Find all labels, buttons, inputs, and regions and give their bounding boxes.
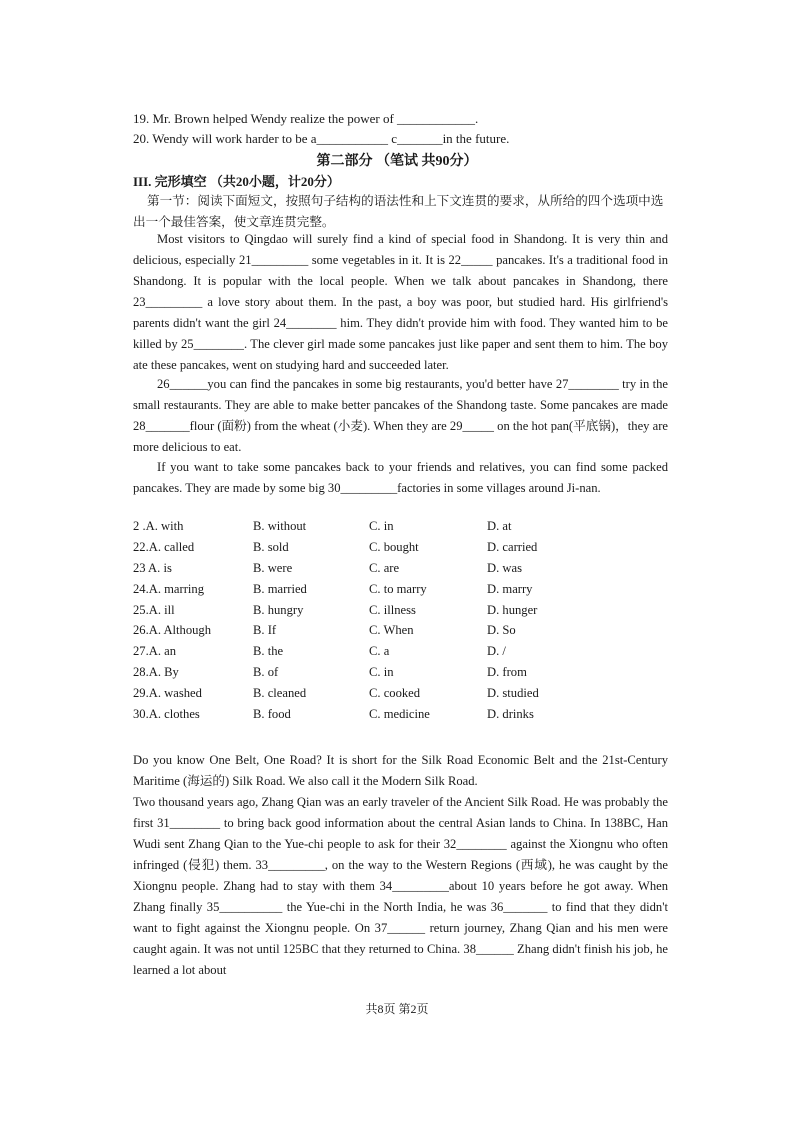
option-a: 30.A. clothes bbox=[133, 707, 200, 722]
paragraph-text: Most visitors to Qingdao will surely find a kind of special food in Shandong. It is very thin and delicious, especially 21_________ some vegetables in it. It is 22_____ pancakes. It's a traditional food in Shandong. It is popular with the local people. When we talk about pancakes in Shandong, there 23_________ a love story about them. In the past, a boy was poor, but studied hard. His girlfriend's parents didn't want the girl 24________ him. They didn't provide him with food. They wanted him to be killed by 25________. The clever girl made some pancakes just like paper and sent them to him. The boy ate these pancakes, went on studying hard and succeeded later. bbox=[133, 232, 668, 372]
option-c: C. illness bbox=[369, 602, 416, 617]
option-b: B. married bbox=[253, 581, 307, 596]
option-a: 23 A. is bbox=[133, 560, 172, 575]
option-b: B. hungry bbox=[253, 602, 304, 617]
section-title: III. 完形填空 （共20小题，计20分） bbox=[133, 174, 340, 189]
option-c: C. When bbox=[369, 623, 414, 638]
option-row bbox=[133, 665, 673, 686]
option-d: D. marry bbox=[487, 581, 533, 596]
paragraph-text: Do you know One Belt, One Road? It is short for the Silk Road Economic Belt and the 21st-Century Maritime (海运的) Silk Road. We also call it the Modern Silk Road. bbox=[133, 753, 668, 788]
option-d: D. carried bbox=[487, 539, 538, 554]
option-c: C. in bbox=[369, 665, 394, 680]
option-d: D. drinks bbox=[487, 707, 534, 722]
paragraph-text: Two thousand years ago, Zhang Qian was an early traveler of the Ancient Silk Road. He was probably the first 31________ to bring back good information about the central Asian lands to China. In 138BC, Han Wudi sent Zhang Qian to the Yue-chi people to ask for their 32________ against the Xiongnu who often infringed (侵犯) them. 33_________, on the way to the Western Regions (西域), he was caught by the Xiongnu people. Zhang had to stay with them 34_________about 10 years before he got away. When Zhang finally 35__________ the Yue-chi in the North India, he was 36_______ to find that they didn't want to fight against the Xiongnu people. On 37______ return journey, Zhang Qian and his men were caught again. It was not until 125BC that they returned to China. 38______ Zhang didn't finish his job, he learned a lot about bbox=[133, 795, 668, 977]
option-row bbox=[133, 540, 673, 561]
option-c: C. bought bbox=[369, 539, 419, 554]
option-d: D. was bbox=[487, 560, 522, 575]
question-19: 19. Mr. Brown helped Wendy realize the power of ____________. bbox=[133, 111, 479, 126]
option-b: B. the bbox=[253, 644, 284, 659]
option-a: 27.A. an bbox=[133, 644, 177, 659]
option-c: C. to marry bbox=[369, 581, 427, 596]
option-d: D. studied bbox=[487, 686, 539, 701]
option-c: C. a bbox=[369, 644, 390, 659]
option-row bbox=[133, 582, 673, 603]
option-d: D. from bbox=[487, 665, 527, 680]
passage2-paragraph-2 bbox=[133, 792, 668, 981]
option-c: C. in bbox=[369, 519, 394, 533]
option-b: B. without bbox=[253, 519, 307, 533]
option-a: 29.A. washed bbox=[133, 686, 202, 701]
option-row bbox=[133, 519, 673, 540]
page-footer: 共8页 第2页 bbox=[365, 1002, 429, 1016]
option-d: D. / bbox=[487, 644, 506, 659]
passage1-paragraph-1 bbox=[133, 229, 668, 376]
option-b: B. sold bbox=[253, 539, 289, 554]
option-b: B. food bbox=[253, 707, 291, 722]
option-a: 25.A. ill bbox=[133, 602, 175, 617]
passage1-paragraph-2 bbox=[133, 374, 668, 458]
option-c: C. cooked bbox=[369, 686, 421, 701]
option-row bbox=[133, 623, 673, 644]
option-a: 2 .A. with bbox=[133, 519, 184, 533]
option-c: C. are bbox=[369, 560, 400, 575]
part-title: 第二部分 （笔试 共90分） bbox=[316, 154, 478, 169]
option-a: 22.A. called bbox=[133, 539, 195, 554]
question-20: 20. Wendy will work harder to be a___________ c_______in the future. bbox=[133, 131, 510, 146]
instruction-text: 第一节：阅读下面短文，按照句子结构的语法性和上下文连贯的要求，从所给的四个选项中选出一个最佳答案，使文章连贯完整。 bbox=[133, 194, 664, 229]
passage1-paragraph-3 bbox=[133, 457, 668, 499]
option-b: B. If bbox=[253, 623, 277, 638]
option-d: D. hunger bbox=[487, 602, 538, 617]
option-a: 26.A. Although bbox=[133, 623, 212, 638]
option-row bbox=[133, 686, 673, 707]
section-instruction bbox=[133, 191, 668, 233]
option-b: B. cleaned bbox=[253, 686, 307, 701]
option-c: C. medicine bbox=[369, 707, 430, 722]
passage2-paragraph-1 bbox=[133, 750, 668, 792]
option-row bbox=[133, 603, 673, 624]
options-table bbox=[133, 519, 673, 728]
paragraph-text: 26______you can find the pancakes in some big restaurants, you'd better have 27________ try in the small restaurants. They are able to make better pancakes of the Shandong taste. Some pancakes are made 28_______flour (面粉) from the wheat (小麦). When they are 29_____ on the hot pan(平底锅)，they are more delicious to eat. bbox=[133, 377, 668, 454]
option-b: B. of bbox=[253, 665, 279, 680]
option-a: 28.A. By bbox=[133, 665, 179, 680]
paragraph-text: If you want to take some pancakes back to your friends and relatives, you can find some packed pancakes. They are made by some big 30_________factories in some villages around Ji-nan. bbox=[133, 460, 668, 495]
option-d: D. at bbox=[487, 519, 512, 533]
option-row bbox=[133, 561, 673, 582]
option-b: B. were bbox=[253, 560, 293, 575]
option-a: 24.A. marring bbox=[133, 581, 204, 596]
option-row bbox=[133, 644, 673, 665]
option-row bbox=[133, 707, 673, 728]
option-d: D. So bbox=[487, 623, 516, 638]
